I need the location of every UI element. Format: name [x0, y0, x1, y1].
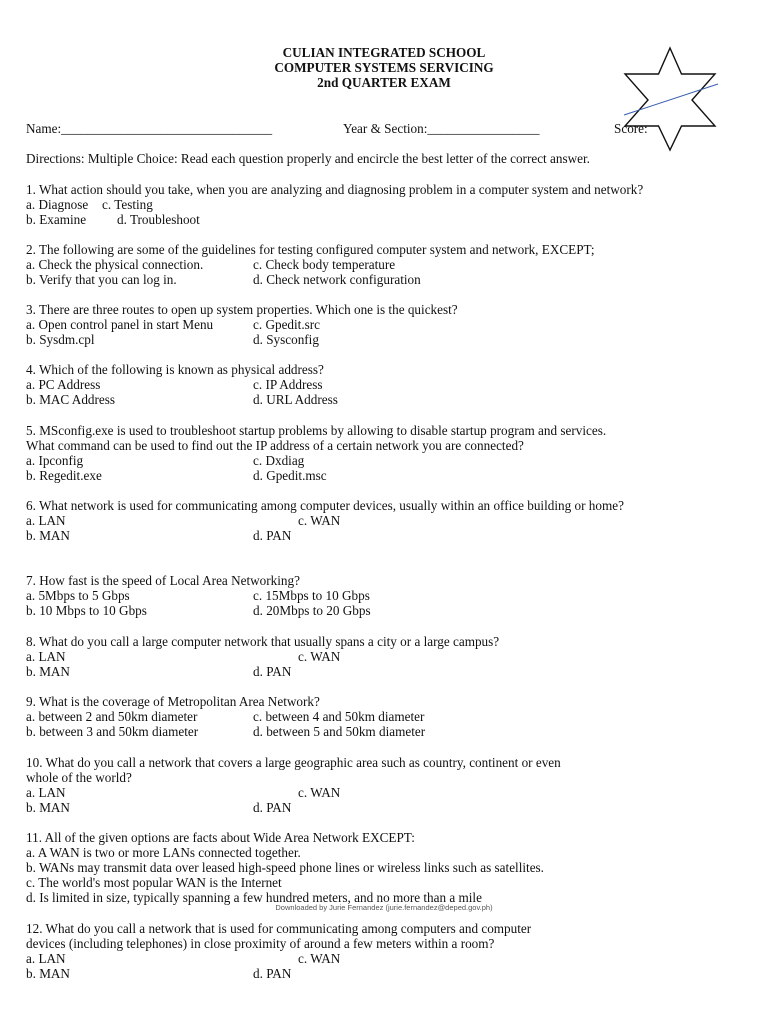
- answer-option[interactable]: b. Regedit.exe: [26, 468, 102, 483]
- student-info-row: [26, 121, 726, 137]
- option-row: [26, 649, 746, 664]
- answer-option[interactable]: b. MAN: [26, 528, 70, 543]
- question-stem: 2. The following are some of the guidelines for testing configured computer system and network, EXCEPT;: [26, 242, 595, 257]
- option-row: [26, 664, 746, 679]
- question-1: [26, 182, 746, 227]
- answer-option[interactable]: d. Check network configuration: [253, 272, 421, 287]
- answer-option[interactable]: a. LAN: [26, 951, 66, 966]
- question-4: [26, 362, 746, 407]
- option-row: [26, 377, 746, 392]
- answer-option[interactable]: a. LAN: [26, 513, 66, 528]
- answer-option[interactable]: a. PC Address: [26, 377, 101, 392]
- answer-option[interactable]: d. PAN: [253, 966, 292, 981]
- directions: Directions: Multiple Choice: Read each question properly and encircle the best letter of the correct answer.: [26, 151, 590, 166]
- question-stem: 8. What do you call a large computer network that usually spans a city or a large campus?: [26, 634, 500, 649]
- answer-option[interactable]: b. between 3 and 50km diameter: [26, 724, 199, 739]
- answer-option[interactable]: d. URL Address: [253, 392, 338, 407]
- answer-option[interactable]: d. Gpedit.msc: [253, 468, 327, 483]
- answer-option[interactable]: c. 15Mbps to 10 Gbps: [253, 588, 370, 603]
- question-5: [26, 423, 746, 483]
- question-stem: 11. All of the given options are facts about Wide Area Network EXCEPT:: [26, 830, 415, 845]
- answer-option[interactable]: d. Is limited in size, typically spanning a few hundred meters, and no more than a mile: [26, 890, 482, 905]
- answer-option[interactable]: a. 5Mbps to 5 Gbps: [26, 588, 130, 603]
- question-stem: What command can be used to find out the IP address of a certain network you are connected?: [26, 438, 524, 453]
- question-stem: 7. How fast is the speed of Local Area Networking?: [26, 573, 300, 588]
- option-row: [26, 800, 746, 815]
- question-6: [26, 498, 746, 543]
- option-row: [26, 709, 746, 724]
- option-row: [26, 257, 746, 272]
- answer-option[interactable]: c. Check body temperature: [253, 257, 396, 272]
- subject-name: COMPUTER SYSTEMS SERVICING: [274, 60, 494, 75]
- question-8: [26, 634, 746, 679]
- question-stem: 6. What network is used for communicating among computer devices, usually within an office building or home?: [26, 498, 624, 513]
- question-11: [26, 830, 746, 905]
- answer-option[interactable]: b. MAN: [26, 966, 70, 981]
- score-star-icon: [620, 44, 720, 154]
- answer-option[interactable]: d. between 5 and 50km diameter: [253, 724, 426, 739]
- answer-option[interactable]: a. Check the physical connection.: [26, 257, 204, 272]
- answer-option[interactable]: a. Ipconfig: [26, 453, 84, 468]
- answer-option[interactable]: d. PAN: [253, 528, 292, 543]
- answer-option[interactable]: b. WANs may transmit data over leased high-speed phone lines or wireless links such as satellites.: [26, 860, 544, 875]
- option-row: [26, 468, 746, 483]
- question-2: [26, 242, 746, 287]
- answer-option[interactable]: a. LAN: [26, 785, 66, 800]
- answer-option[interactable]: c. Gpedit.src: [253, 317, 321, 332]
- answer-option[interactable]: c. WAN: [298, 513, 341, 528]
- answer-option[interactable]: c. Testing: [102, 197, 153, 212]
- exam-title: 2nd QUARTER EXAM: [317, 75, 451, 90]
- answer-option[interactable]: b. Examine: [26, 212, 87, 227]
- option-row: [26, 272, 746, 287]
- answer-option[interactable]: b. MAN: [26, 664, 70, 679]
- question-stem: 12. What do you call a network that is used for communicating among computers and computer: [26, 921, 532, 936]
- option-row: [26, 212, 746, 227]
- question-9: [26, 694, 746, 739]
- option-row: [26, 951, 746, 966]
- school-name: CULIAN INTEGRATED SCHOOL: [282, 45, 486, 60]
- year-section-field[interactable]: Year & Section:_________________: [343, 121, 540, 136]
- option-row: [26, 197, 746, 212]
- answer-option[interactable]: b. Sysdm.cpl: [26, 332, 95, 347]
- answer-option[interactable]: c. WAN: [298, 649, 341, 664]
- question-12: [26, 921, 746, 981]
- answer-option[interactable]: c. WAN: [298, 785, 341, 800]
- answer-option[interactable]: b. MAN: [26, 800, 70, 815]
- option-row: [26, 317, 746, 332]
- option-row: [26, 785, 746, 800]
- answer-option[interactable]: a. Open control panel in start Menu: [26, 317, 214, 332]
- question-10: [26, 755, 746, 815]
- answer-option[interactable]: d. Troubleshoot: [117, 212, 200, 227]
- answer-option[interactable]: c. IP Address: [253, 377, 323, 392]
- name-field[interactable]: Name:________________________________: [26, 121, 273, 136]
- option-row: [26, 513, 746, 528]
- question-stem: 1. What action should you take, when you are analyzing and diagnosing problem in a computer system and network?: [26, 182, 644, 197]
- option-row: [26, 453, 746, 468]
- option-row: [26, 332, 746, 347]
- answer-option[interactable]: c. The world's most popular WAN is the Internet: [26, 875, 282, 890]
- question-stem: 4. Which of the following is known as physical address?: [26, 362, 324, 377]
- option-row: [26, 392, 746, 407]
- score-label: Score:: [614, 121, 648, 136]
- question-stem: 5. MSconfig.exe is used to troubleshoot startup problems by allowing to disable startup program and services.: [26, 423, 607, 438]
- answer-option[interactable]: d. Sysconfig: [253, 332, 319, 347]
- question-3: [26, 302, 746, 347]
- answer-option[interactable]: a. between 2 and 50km diameter: [26, 709, 198, 724]
- answer-option[interactable]: d. PAN: [253, 800, 292, 815]
- answer-option[interactable]: b. MAC Address: [26, 392, 116, 407]
- answer-option[interactable]: b. 10 Mbps to 10 Gbps: [26, 603, 147, 618]
- option-row: [26, 528, 746, 543]
- question-stem: whole of the world?: [26, 770, 132, 785]
- question-stem: 9. What is the coverage of Metropolitan Area Network?: [26, 694, 320, 709]
- option-row: [26, 966, 746, 981]
- answer-option[interactable]: c. between 4 and 50km diameter: [253, 709, 425, 724]
- answer-option[interactable]: a. Diagnose: [26, 197, 89, 212]
- answer-option[interactable]: c. Dxdiag: [253, 453, 305, 468]
- answer-option[interactable]: c. WAN: [298, 951, 341, 966]
- answer-option[interactable]: b. Verify that you can log in.: [26, 272, 177, 287]
- question-stem: 10. What do you call a network that covers a large geographic area such as country, continent or even: [26, 755, 561, 770]
- question-stem: devices (including telephones) in close proximity of around a few meters within a room?: [26, 936, 495, 951]
- answer-option[interactable]: a. A WAN is two or more LANs connected together.: [26, 845, 301, 860]
- question-stem: 3. There are three routes to open up system properties. Which one is the quickest?: [26, 302, 458, 317]
- option-row: [26, 603, 746, 618]
- option-row: [26, 724, 746, 739]
- option-row: [26, 588, 746, 603]
- download-footer: Downloaded by Jurie Fernandez (jurie.fernandez@deped.gov.ph): [275, 903, 493, 912]
- question-7: [26, 573, 746, 618]
- answer-option[interactable]: a. LAN: [26, 649, 66, 664]
- answer-option[interactable]: d. 20Mbps to 20 Gbps: [253, 603, 371, 618]
- answer-option[interactable]: d. PAN: [253, 664, 292, 679]
